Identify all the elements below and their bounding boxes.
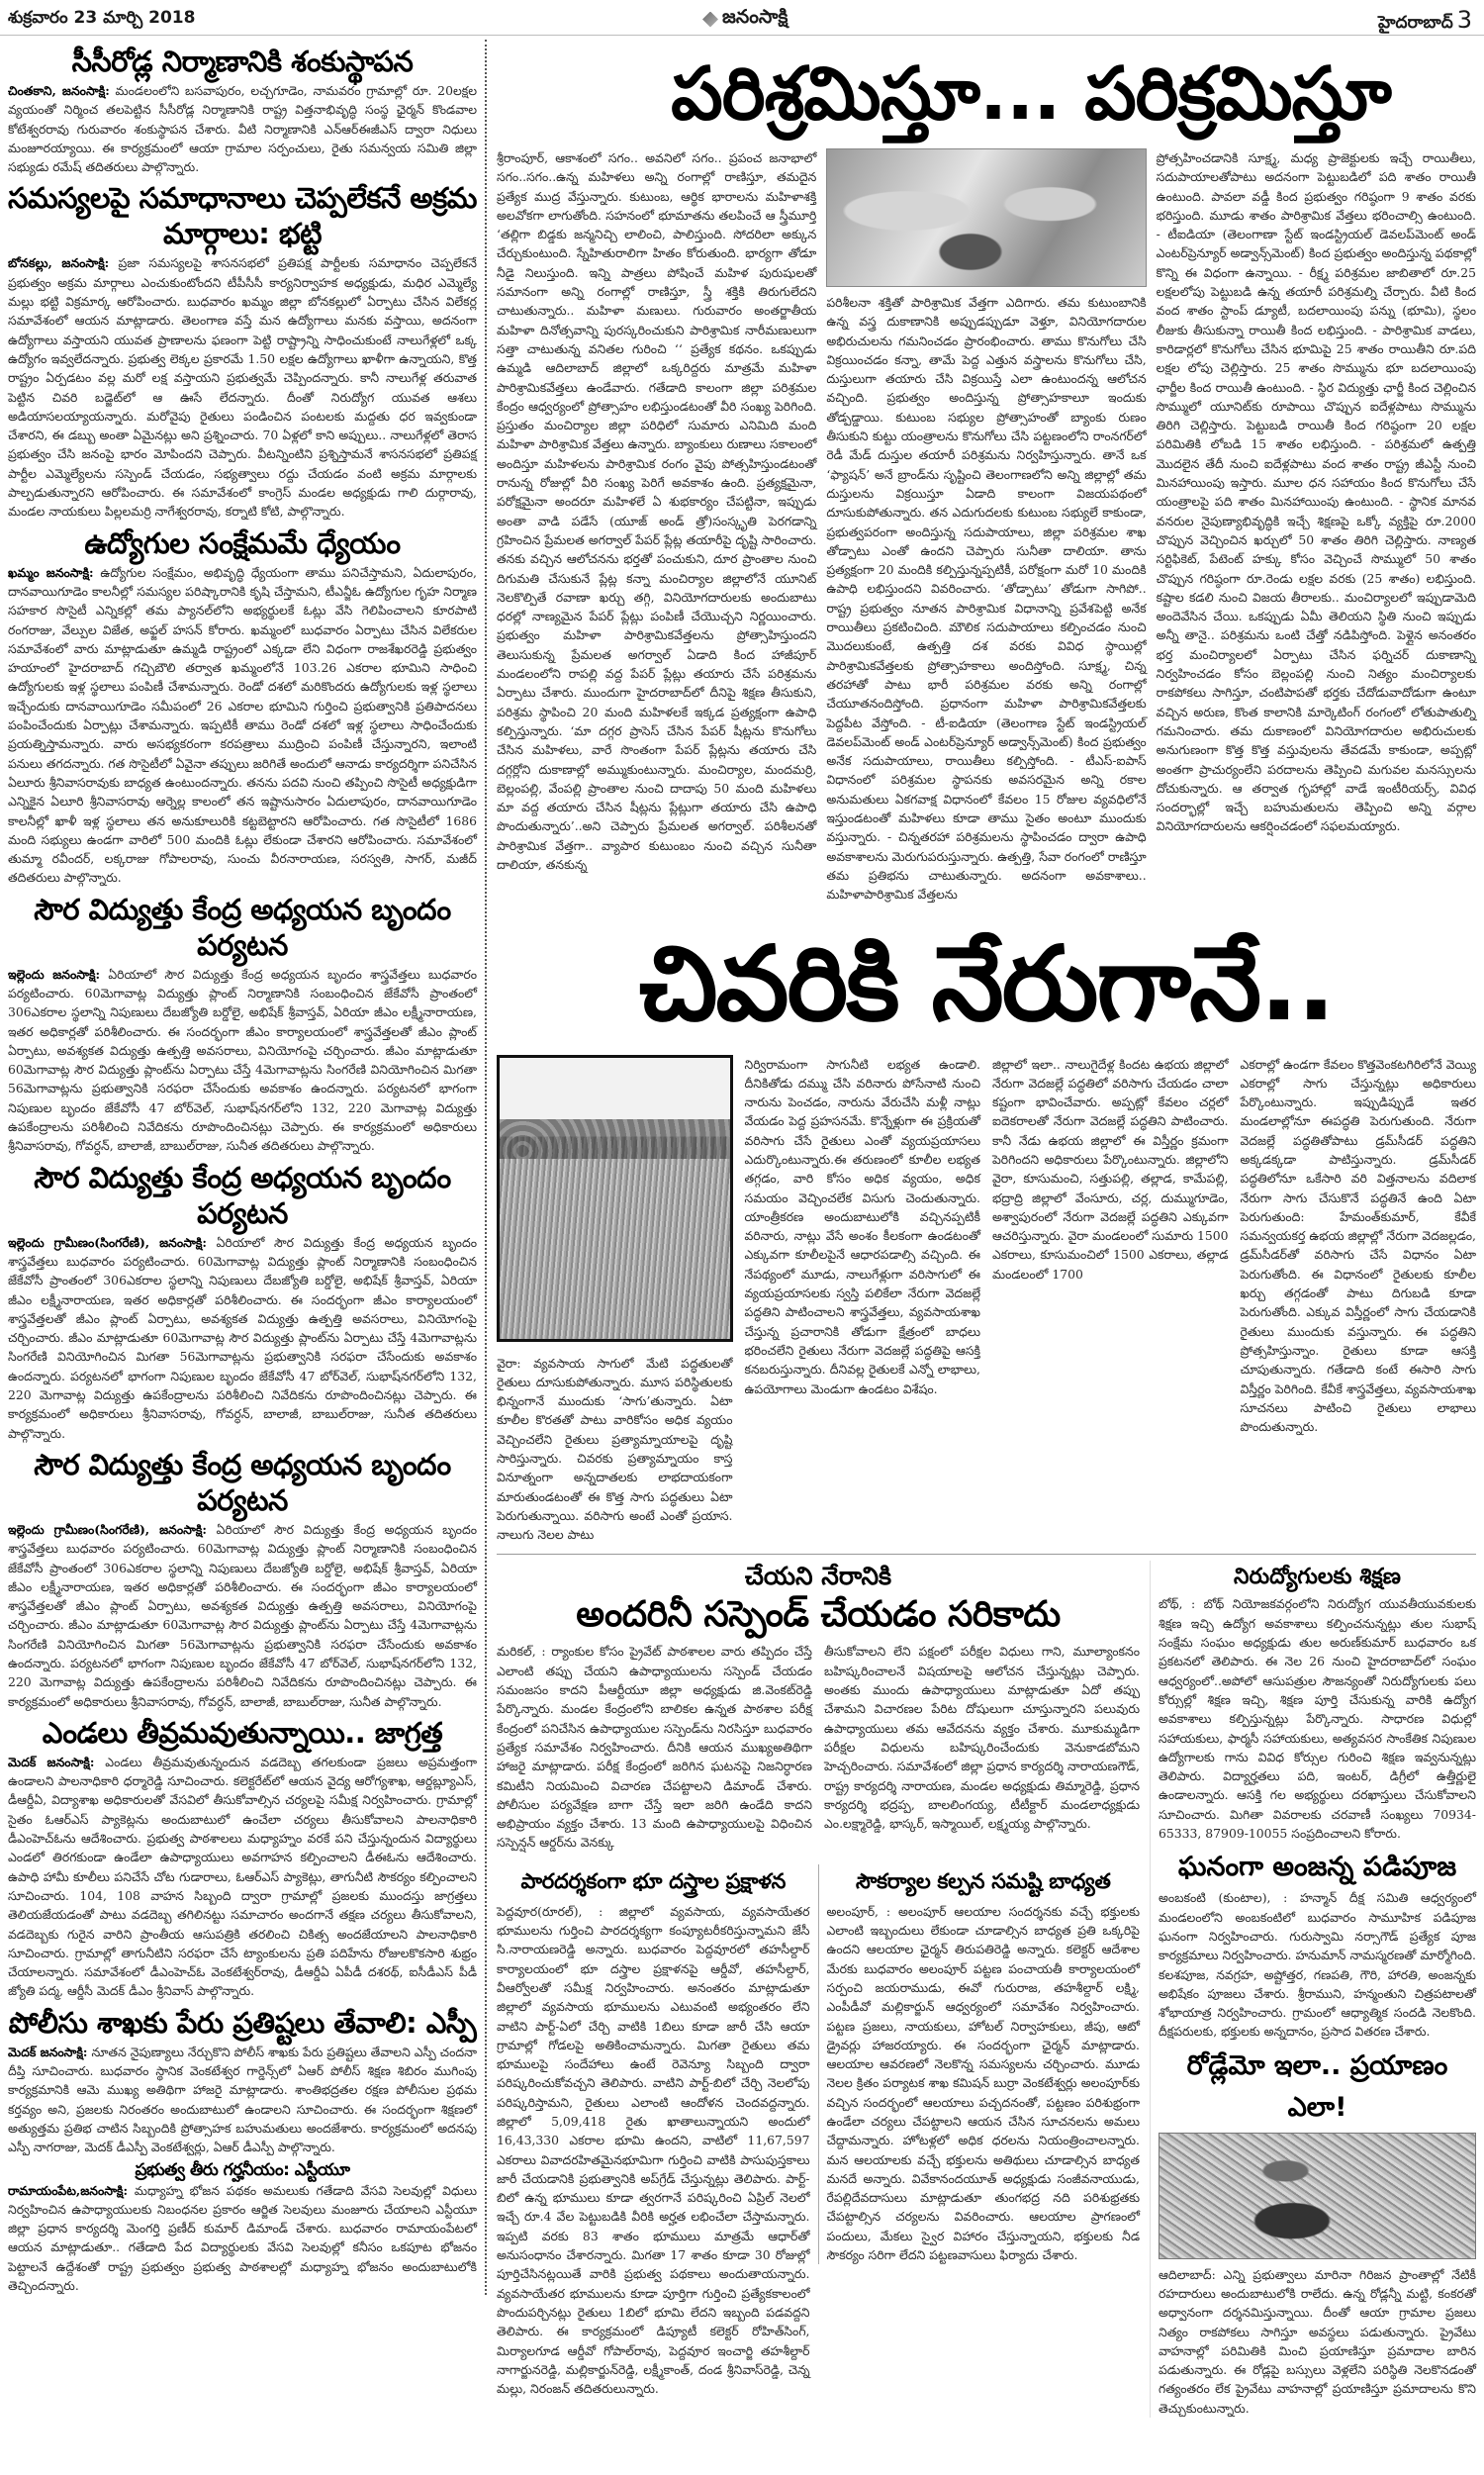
paddy-headline: చివరికి నేరుగానే.. <box>638 922 1335 1044</box>
dateline: రామాయంపేట,జనంసాక్షి: <box>8 2182 129 2198</box>
feature-column-2: పరిశీలనా శక్తితో పారిశ్రామిక వేత్తగా ఎదిగారు. తమ కుటుంబానికి ఉన్న వస్త్ర దుకాణానికి అప్పుడప్పుడూ వెళ్తూ, వినియోగదారుల అభిరుచులను గమనించడం ప్రారంభించారు. తాము కొనుగోలు చేసి విక్రయించడం కన్నా, తామే పెద్ద ఎత్తున వస్త్రాలను కొనుగోలు చేసి, దుస్తులుగా తయారు చేసి విక్రయిస్తే ఎలా ఉంటుందన్న ఆలోచన వచ్చింది. ప్రభుత్వం అందిస్తున్న ప్రోత్సాహకాలూ ఇందుకు తోడ్పడ్డాయి. కుటుంబ సభ్యుల ప్రోత్సాహంతో బ్యాంకు రుణం తీసుకుని కుట్టు యంత్రాలను కొనుగోలు చేసి పట్టణంలోని రాంనగర్‌లో రెడీ మేడ్ దుస్తుల తయారీ పరిశ్రమను నిర్వహిస్తున్నారు. తానే ఒక ‘ఫ్యాషన్’ అనే బ్రాండ్‌ను సృష్టించి తెలంగాణలోని అన్ని జిల్లాల్లో తమ దుస్తులను విక్రయిస్తూ ఏడాది కాలంగా విజయపథంలో దూసుకుపోతున్నారు. తన ఎదుగుదలకు కుటుంబ సభ్యులే కాకుండా, ప్రభుత్వపరంగా అందిస్తున్న సదుపాయాలు, జిల్లా పరిశ్రమల శాఖ తోడ్పాటు ఎంతో ఉందని చెప్పారు సునీతా దాలియా. తాను ప్రత్యక్షంగా 20 మందికి కల్పిస్తున్నప్పటికీ, పరోక్షంగా మరో 10 మందికి ఉపాధి లభిస్తుందని వివరించారు. ‘తోడ్పాటు’ తోడుగా సాగిపో.. రాష్ట్ర ప్రభుత్వం నూతన పారిశ్రామిక విధానాన్ని ప్రవేశపెట్టి అనేక రాయితీలు ప్రకటించింది. మౌలిక సదుపాయాలు కల్పించడం నుంచి మొదలుకుంటే, ఉత్పత్తి దశ వరకు వివిధ స్థాయిల్లో పారిశ్రామికవేత్తలకు ప్రోత్సాహకాలు అందిస్తోంది. సూక్ష్మ, చిన్న తరహాతో పాటు భారీ పరిశ్రమల వరకు అన్ని రంగాల్లో చేయూతనందిస్తోంది. ప్రధానంగా మహిళా పారిశ్రామికవేత్తలకు పెద్దపీట వేస్తోంది. - టీ-ఐడియా (తెలంగాణ స్టేట్ ఇండస్ట్రియల్ డెవలప్‌మెంట్ అండ్ ఎంటర్‌ప్రెన్యూర్ అడ్వాన్స్‌మెంట్) కింద ప్రభుత్వం అనేక సదుపాయాలు, రాయితీలు కల్పిస్తోంది. - టీఎస్-ఐపాస్ విధానంలో పరిశ్రమల స్థాపనకు అవసరమైన అన్ని రకాల అనుమతులు ఏకగవాక్ష విధానంలో కేవలం 15 రోజుల వ్యవధిలోనే ఇస్తుండటంతో మహిళలు కూడా తాము సైతం అంటూ ముందుకు వస్తున్నారు. - చిన్నతరహా పరిశ్రమలను స్థాపించడం ద్వారా ఉపాధి అవకాశాలను మెరుగుపరుస్తున్నారు. ఉత్పత్తి, సేవా రంగంలో రాణిస్తూ తమ ప్రతిభను చాటుతున్నారు. అదనంగా అవకాశాలు.. మహిళాపారిశ్రామిక వేత్తలను <box>826 295 1147 903</box>
story-subheadline: ప్రభుత్వ తీరు గర్హనీయం: ఎస్టీయూ <box>135 2159 350 2180</box>
news-story <box>8 1160 477 1443</box>
city-name: హైదరాబాద్ <box>1378 13 1453 33</box>
suspend-kicker: చేయని నేరానికి <box>744 1562 892 1591</box>
story-body <box>8 253 477 521</box>
facilities-story <box>818 1864 1141 2265</box>
tree-line <box>500 1119 730 1159</box>
page-body <box>0 36 1484 2418</box>
edition-city <box>1378 6 1472 37</box>
news-story <box>1159 1847 1476 2041</box>
lower-section <box>497 1554 1476 2418</box>
news-story <box>8 892 477 1156</box>
land-records-story <box>497 1864 818 2399</box>
story-text: ఏరియాలో సౌర విద్యుత్తు కేంద్ర అధ్యయన బృందం శాస్త్రవేత్తలు బుధవారం పర్యటించారు. 60మెగావాట్ల విద్యుత్తు ప్లాంట్ నిర్మాణానికి సంబంధించిన జేకేవోసీ ప్రాంతంలో 306ఎకరాల స్థలాన్ని నిపుణులు దేబజ్యోతి బర్డోలై, అభిషేక్ శ్రీవాస్తవ్, ఏరియా జీఎం లక్ష్మీనారాయణ, ఇతర అధికార్లతో పరిశీలించారు. ఈ సందర్భంగా జీఎం కార్యాలయంలో శాస్త్రవేత్తలతో జీఎం ప్లాంట్ ఏర్పాటు, అవశ్యకత విద్యుత్తు ఉత్పత్తి అవసరాలు, వినియోగంపై చర్చించారు. జీఎం మాట్లాడుతూ 60మెగావాట్ల సౌర విద్యుత్తు ప్లాంట్‌ను ఏర్పాటు చేస్తే 4మెగావాట్లను సింగరేణి వినియోగించిన మిగతా 56మెగావాట్లను ప్రభుత్వానికి సరఫరా చేసేందుకు అవకాశం ఉందన్నారు. పర్యటనలో భాగంగా నిపుణుల బృందం జేకేవోసీ 47 బోర్‌వెల్, సుభాష్‌నగర్‌లోని 132, 220 మెగావాట్ల విద్యుత్తు ఉపకేంద్రాలను పరిశీలించి నివేదికను రూపొందించినట్లు చెప్పారు. ఈ కార్యక్రమంలో అధికారులు శ్రీనివాసరావు, గోవర్ధన్, బాలాజీ, బాబుల్‌రాజు, సునీత పాల్గొన్నారు. <box>8 1521 477 1709</box>
page-number: 3 <box>1456 6 1472 34</box>
story-body <box>8 1520 477 1711</box>
story-body <box>8 2043 477 2157</box>
story-text: ఎండలు తీవ్రమవుతున్నందున వడదెబ్బ తగలకుండా ప్రజలు అప్రమత్తంగా ఉండాలని పాలనాధికారి ధర్మారెడ్డి సూచించారు. కలెక్టరేట్‌లో ఆయన వైద్య ఆరోగ్యశాఖ, ఆర్డబ్ల్యూఎస్, డీఆర్డీఏ, విద్యాశాఖ అధికారులతో వేసవిలో తీసుకోవాల్సిన చర్యలపై సమీక్ష నిర్వహించారు. గ్రామాల్లో సైతం ఓఆర్‌ఎస్ ప్యాకెట్లను అందుబాటులో ఉంచేలా చర్యలు తీసుకోవాలని పాలనాధికారి డీఎంహెచ్‌ఓను ఆదేశించారు. ప్రభుత్వ పాఠశాలలు మధ్యాహ్నం వరకే పని చేస్తున్నందున విద్యార్థులు ఎండలో తిరగకుండా ఉండేలా ఉపాధ్యాయులు అవగాహన కల్పించాలని డీఈఓను ఆదేశించారు. ఉపాధి హామీ కూలీలు పనిచేసే చోట గుడారాలు, ఓఆర్‌ఎస్ ప్యాకెట్లు, తాగునీటి సౌకర్యం కల్పించాలని సూచించారు. 104, 108 వాహన సిబ్బంది ద్వారా గ్రామాల్లో ప్రజలకు ముందస్తు జాగ్రత్తలు తెలియజేయడంతో పాటు వడదెబ్బ తగిలినట్టు సమాచారం అందగానే తక్షణ చర్యలు తీసుకోవాలని, వడదెబ్బకు గురైన వారిని ప్రాంతీయ ఆసుపత్రికి తరలించి చికిత్స అందజేయాలని పాలనాధికారి సూచించారు. గ్రామాల్లో తాగునీటిని సరఫరా చేసే ట్యాంకులను ప్రతి పదిహేను రోజులకొకసారి శుభ్రం చేయాలన్నారు. సమావేశంలో డీఎంహెచ్‌ఓ వెంకటేశ్వర్‌రావు, డీఆర్డీఏ ఏపీడీ దశరథ్, ఐసీడీఎస్ పీడీ జ్యోతి పద్మ, ఆర్డీసీ మెదక్ డీఎం శ్రీనివాస్ పాల్గొన్నారు. <box>8 1754 477 1999</box>
story-text: ఏరియాలో సౌర విద్యుత్తు కేంద్ర అధ్యయన బృందం శాస్త్రవేత్తలు బుధవారం పర్యటించారు. 60మెగావాట్ల విద్యుత్తు ప్లాంట్ నిర్మాణానికి సంబంధించిన జేకేవోసీ ప్రాంతంలో 306ఎకరాల స్థలాన్ని నిపుణులు దేబజ్యోతి బర్డోలై, అభిషేక్ శ్రీవాస్తవ్, ఏరియా జీఎం లక్ష్మీనారాయణ, ఇతర అధికార్లతో పరిశీలించారు. ఈ సందర్భంగా జీఎం కార్యాలయంలో శాస్త్రవేత్తలతో జీఎం ప్లాంట్ ఏర్పాటు, అవశ్యకత విద్యుత్తు ఉత్పత్తి అవసరాలు, వినియోగంపై చర్చించారు. జీఎం మాట్లాడుతూ 60మెగావాట్ల సౌర విద్యుత్తు ప్లాంట్‌ను ఏర్పాటు చేస్తే 4మెగావాట్లను సింగరేణి వినియోగించిన మిగతా 56మెగావాట్లను ప్రభుత్వానికి సరఫరా చేసేందుకు అవకాశం ఉందన్నారు. పర్యటనలో భాగంగా నిపుణుల బృందం జేకేవోసీ 47 బోర్‌వెల్, సుభాష్‌నగర్‌లోని 132, 220 మెగావాట్ల విద్యుత్తు ఉపకేంద్రాలను పరిశీలించి నివేదికను రూపొందించినట్లు చెప్పారు. ఈ కార్యక్రమంలో అధికారులు శ్రీనివాసరావు, గోవర్ధన్, బాలాజీ, బాబుల్‌రాజు, సునీత తదితరులు పాల్గొన్నారు. <box>8 1234 477 1441</box>
masthead <box>0 0 1484 36</box>
dateline: ఖమ్మం జనంసాక్షి: <box>8 564 94 580</box>
story-text: ఉద్యోగుల సంక్షేమం, అభివృద్ధి ధ్యేయంగా తాము పనిచేస్తామని, ఏదులాపురం, దానవాయిగూడెం కాలనీల్లో సమస్యల పరిష్కారానికి కృషి చేస్తామని, టీఎన్జీఓ ఉద్యోగుల గృహ నిర్మాణ సహకార సొసైటీ ఎన్నికల్లో తమ ప్యానల్‌లోని అభ్యర్థులకే ఓట్లు వేసి గెలిపించాలని కూరపాటి రంగరాజు, వేల్పుల విజేత, అఫ్జల్ హసన్ కోరారు. ఖమ్మంలో బుధవారం ఏర్పాటు చేసిన విలేకరుల సమావేశంలో వారు మాట్లాడుతూ ఉమ్మడి రాష్ట్రంలో ఎక్కడా లేని విధంగా రాజశేఖరరెడ్డి ప్రభుత్వం హయాంలో హైదరాబాద్ గచ్చిబౌలి తర్వాత ఖమ్మంలోనే 103.26 ఎకరాల భూమిని సాధించి ఉద్యోగులకు ఇళ్ల స్థలాలు పంపిణీ చేశామన్నారు. రెండో దశలో మరికొందరు ఉద్యోగులకు ఇళ్ల స్థలాలు ఇచ్చేందుకు దానవాయిగూడెం సమీపంలో 26 ఎకరాల భూమిని గుర్తించి ప్రభుత్వానికి ప్రతిపాదనలు పంపించేందుకు ఏర్పాట్లు చేశామన్నారు. ఇప్పటికీ తాము రెండో దశలో ఇళ్ల స్థలాలు సాధించేందుకు ప్రయత్నిస్తామన్నారు. వారు అసభ్యకరంగా కరపత్రాలు ముద్రించి పంపిణీ చేస్తున్నారని, ఇలాంటి పనులు తగదన్నారు. గత సొసైటీలో ఏవైనా తప్పులు జరిగితే అందులో ఆనాడు కార్యదర్శిగా పనిచేసిన ఏలూరు శ్రీనివాసరావుకు బాధ్యత ఉంటుందన్నారు. తనను పదవి నుంచి తప్పించి సొసైటీ అధ్యక్షుడిగా ఎన్నికైన ఏలూరి శ్రీనివాసరావు ఆర్నెల్ల కాలంలో తన ఇష్టానుసారం ఏదులాపురం, దానవాయిగూడెం కాలనీల్లో ఖాళీ ఇళ్ల స్థలాలు తన అనుకూలురికి కట్టబెట్టారని ఆరోపించారు. గత సొసైటీలో 1686 మంది సభ్యులు ఉండగా వారిలో 500 మందికి ఓట్లు లేకుండా చేశారని ఆరోపించారు. సమావేశంలో తుమ్మా రవీందర్, లక్కరాజు గోపాలరావు, సుంచు వీరనారాయణ, సరస్వతి, సాగర్, మజీద్ తదితరులు పాల్గొన్నారు. <box>8 564 477 886</box>
newspaper-logo <box>702 6 788 33</box>
dateline: చింతకాని, జనంసాక్షి: <box>8 83 110 98</box>
bottom-stories <box>497 1864 1140 2399</box>
story-headline: ఘనంగా అంజన్న పడిపూజ <box>1177 1852 1457 1883</box>
story-body: ఆదిలాబాద్: ఎన్ని ప్రభుత్వాలు మారినా గిరిజన ప్రాంతాల్లో నేటికీ రహదారులు అందుబాటులోకి రాలేదు. ఉన్న రోడ్లన్నీ మట్టి, కంకరతో అధ్వానంగా దర్శనమిస్తున్నాయి. దీంతో ఆయా గ్రామాల ప్రజలు నిత్యం రాకపోకలు సాగిస్తూ అవస్థలు పడుతున్నారు. ప్రైవేటు వాహనాల్లో పరిమితికి మించి ప్రయాణిస్తూ ప్రమాదాల బారిన పడుతున్నారు. ఈ రోడ్లపై బస్సులు వెళ్లలేని పరిస్థితి నెలకొనడంతో గత్యంతరం లేక ప్రైవేటు వాహనాల్లో ప్రయాణిస్తూ ప్రమాదాలను కొని తెచ్చుకుంటున్నారు. <box>1159 2266 1476 2416</box>
suspend-headline-block <box>497 1561 1140 1638</box>
facilities-body: అలంపూర్, : అలంపూర్ ఆలయాల సందర్శనకు వచ్చే భక్తులకు ఎలాంటి ఇబ్బందులు లేకుండా చూడాల్సిన బాధ్యత ప్రతి ఒక్కరిపై ఉందని ఆలయాల ఛైర్మన్ తిరుపతిరెడ్డి అన్నారు. కలెక్టర్ ఆదేశాల మేరకు బుధవారం అలంపూర్ పట్టణ పంచాయతీ కార్యాలయంలో సర్పంచి జయరాముడు, ఈవో గురురాజ, తహశీల్దార్ లక్ష్మి, ఎంపీడీవో మల్లికార్జున్ ఆధ్వర్యంలో సమావేశం నిర్వహించారు. పట్టణ ప్రజలు, నాయకులు, హోటల్ నిర్వాహకులు, జీపు, ఆటో డ్రైవర్లు హాజరయ్యారు. ఈ సందర్భంగా ఛైర్మన్ మాట్లాడారు. ఆలయాల ఆవరణలో నెలకొన్న సమస్యలను చర్చించారు. మూడు నెలల క్రితం పర్యాటక శాఖ కమిషన్ బుర్రా వెంకటేశ్వర్లు అలంపూర్‌కు వచ్చిన సందర్భంలో ఆలయాలు పచ్చదనంతో, పట్టణం పరిశుభ్రంగా ఉండేలా చర్యలు చేపట్టాలని ఆయన చేసిన సూచనలను అమలు చేద్దామన్నారు. హోటళ్లలో అధిక ధరలను నియంత్రించాలన్నారు. మన ఆలయాలకు వచ్చే భక్తులను అతిథులు చూడాల్సిన బాధ్యత మనదే అన్నారు. వివేకానందయూత్ అధ్యక్షుడు సంజీవనాయుడు, రేపల్లిదేవదాసులు మాట్లాడుతూ తుంగభద్ర నది పరిశుభ్రతకు చేపట్టాల్సిన చర్యలను వివరించారు. ఆలయాల ప్రాగణంలో పందులు, మేకలు స్వైర విహారం చేస్తున్నాయని, భక్తులకు నీడ సౌకర్యం సరిగా లేదని పట్టణవాసులు ఫిర్యాదు చేశారు. <box>826 1903 1140 2263</box>
feature-column-2-wrap <box>826 148 1146 904</box>
suspend-column-1: మరికల్, : ర్యాంకుల కోసం ప్రైవేట్ పాఠశాలల వారు తప్పిదం చేస్తే ఎలాంటి తప్పు చేయని ఉపాధ్యాయులను సస్పెండ్ చేయడం సమంజసం కాదని పీఆర్టీయూ జిల్లా అధ్యక్షుడు జి.వెంకట్‌రెడ్డి పేర్కొన్నారు. మండల కేంద్రంలోని బాలికల ఉన్నత పాఠశాల పరీక్ష కేంద్రంలో పనిచేసిన ఉపాధ్యాయుల సస్పెండ్‌ను నిరసిస్తూ బుధవారం ప్రత్యేక సమావేశం నిర్వహించారు. దీనికి ఆయన ముఖ్యఅతిథిగా హాజరై మాట్లాడారు. పరీక్ష కేంద్రంలో జరిగిన ఘటనపై నిజనిర్ధారణ కమిటీని నియమించి విచారణ చేపట్టాలని డిమాండ్ చేశారు. పోలీసుల పర్యవేక్షణ బాగా చేస్తే ఇలా జరిగి ఉండేది కాదని అభిప్రాయం వ్యక్తం చేశారు. 13 మంది ఉపాధ్యాయులపై విధించిన సస్పెన్షన్ ఆర్డర్‌ను వెనక్కు <box>497 1644 812 1851</box>
news-story <box>8 44 477 176</box>
story-headline: రోడ్లేమో ఇలా.. ప్రయాణం ఎలా! <box>1186 2049 1448 2123</box>
story-text: నూతన నైపుణ్యాలు నేర్చుకొని పోలీస్ శాఖకు పేరు ప్రతిష్టలు తేవాలని ఎస్పీ చందనా దీప్తి సూచించారు. బుధవారం స్థానిక వెంకటేశ్వర గార్డెన్స్‌లో ఏఆర్ పోలీస్ శిక్షణ శిబిరం ముగింపు కార్యక్రమానికి ఆమె ముఖ్య అతిథిగా హాజరై మాట్లాడారు. శాంతిభద్రతల రక్షణ పోలీసుల ప్రథమ కర్తవ్యం అని, ప్రజలకు నిరంతరం అందుబాటులో ఉండాలని సూచించారు. ఈ సందర్భంగా శిక్షణలో అత్యుత్తమ ప్రతిభ చాటిన సిబ్బందికి ప్రోత్సాహక బహుమతులు అందజేశారు. కార్యక్రమంలో అదనపు ఎస్పీ నాగరాజు, మెదక్ డీఎస్పీ వెంకటేశ్వర్లు, ఏఆర్ డీఎస్పీ పాల్గొన్నారు. <box>8 2044 477 2155</box>
land-headline: పారదర్శకంగా భూ దస్త్రాల ప్రక్షాళన <box>520 1868 787 1893</box>
land-body: పెద్దవూర(రూరల్), : జిల్లాలో వ్యవసాయ, వ్యవసాయేతర భూములను గుర్తించి పారదర్శక్యగా కంప్యూటరీకరిస్తున్నామని జేసీ సి.నారాయణరెడ్డి అన్నారు. బుధవారం పెద్దవూరలో తహసీల్దార్ కార్యాలయంలో భూ దస్త్రాల ప్రక్షాళనపై ఆర్డీవో, తహసీల్దార్, వీఆర్వోలతో సమీక్ష నిర్వహించారు. అనంతరం మాట్లాడుతూ జిల్లాలో వ్యవసాయ భూములను ఎటువంటి అభ్యంతరం లేని వాటిని పార్ట్-ఏలో చేర్చి వాటికి 1బిలు కూడా జారీ చేసి ఆయా గ్రామాల్లో గోడలపై అతికించామన్నారు. మిగతా రైతులు తమ భూములపై సందేహాలు ఉంటే రెవెన్యూ సిబ్బంది ద్వారా పరిష్కరించుకోవచ్చని తెలిపారు. వాటిని పార్ట్-బిలో చేర్చి నెలలోపు పరిష్కరిస్తామని, రైతులు ఎలాంటి ఆందోళన చెందవద్దన్నారు. జిల్లాలో 5,09,418 రైతు ఖాతాలున్నాయని అందులో 16,43,330 ఎకరాల భూమి ఉందని, వాటిలో 11,67,597 ఎకరాలు వివాదరహితమైనభూమిగా గుర్తించి వాటికి పాసుపుస్తకాలు జారీ చేయడానికి ప్రభుత్వానికి అప్‌గ్రేడ్ చేస్తున్నట్లు తెలిపారు. పార్ట్-బిలో ఉన్న భూములు కూడా త్వరగానే పరిష్కరించి ఏప్రిల్ నెలలో ఇచ్చే రూ.4 వేల పెట్టుబడికి వీరికి అర్హత లభించేలా చేస్తామన్నారు. ఇప్పటి వరకు 83 శాతం భూములు మాత్రమే ఆధార్‌తో అనుసంధానం చేశారన్నారు. మిగతా 17 శాతం కూడా 30 రోజుల్లో పూర్తిచేసినట్లయితే వారికి ప్రభుత్వ పథకాలు అందుతాయన్నారు. వ్యవసాయేతర భూములను కూడా పూర్తిగా గుర్తించి ప్రత్యేకకాలంలో పొందుపర్చినట్లు రైతులు 1బిలో భూమి లేదని ఇబ్బంది పడవద్దని తెలిపారు. ఈ కార్యక్రమంలో డిప్యూటీ కలెక్టర్ రోహిత్‌సింగ్, మిర్యాలగూడ ఆర్డీవో గోపాల్‌రావు, పెద్దవూర ఇంచార్జి తహశీల్దార్ నాగార్జునరెడ్డి, మల్లికార్జున్‌రెడ్డి, లక్ష్మీకాంత్, దండ శ్రీనివాస్‌రెడ్డి, చెన్న మల్లు, నిరంజన్ తదితరులున్నారు. <box>497 1903 810 2397</box>
story-body <box>8 563 477 888</box>
feature-story <box>497 148 1476 904</box>
story-headline: సౌర విద్యుత్తు కేంద్ర అధ్యయన బృందం పర్యటన <box>34 1160 451 1230</box>
dateline: మెదక్ జనంసాక్షి: <box>8 2044 88 2059</box>
news-story <box>8 525 477 888</box>
story-text: ఏరియాలో సౌర విద్యుత్తు కేంద్ర అధ్యయన బృందం శాస్త్రవేత్తలు బుధవారం పర్యటించారు. 60మెగావాట్ల విద్యుత్తు ప్లాంట్ నిర్మాణానికి సంబంధించిన జేకేవోసీ ప్రాంతంలో 306ఎకరాల స్థలాన్ని నిపుణులు దేబజ్యోతి బర్డోలై, అభిషేక్ శ్రీవాస్తవ్, ఏరియా జీఎం లక్ష్మీనారాయణ, ఇతర అధికార్లతో పరిశీలించారు. ఈ సందర్భంగా జీఎం కార్యాలయంలో శాస్త్రవేత్తలతో జీఎం ప్లాంట్ ఏర్పాటు, అవశ్యకత విద్యుత్తు ఉత్పత్తి అవసరాలు, వినియోగంపై చర్చించారు. జీఎం మాట్లాడుతూ 60మెగావాట్ల సౌర విద్యుత్తు ప్లాంట్‌ను ఏర్పాటు చేస్తే 4మెగావాట్లను సింగరేణి వినియోగించిన మిగతా 56మెగావాట్లను ప్రభుత్వానికి సరఫరా చేసేందుకు అవకాశం ఉందన్నారు. పర్యటనలో భాగంగా నిపుణుల బృందం జేకేవోసీ 47 బోర్‌వెల్, సుభాష్‌నగర్‌లోని 132, 220 మెగావాట్ల విద్యుత్తు ఉపకేంద్రాలను పరిశీలించి నివేదికను రూపొందించినట్లు చెప్పారు. ఈ కార్యక్రమంలో అధికారులు శ్రీనివాసరావు, గోవర్ధన్, బాలాజీ, బాబుల్‌రాజు, సునీత తదితరులు పాల్గొన్నారు. <box>8 966 477 1154</box>
story-body: అంబకంటి (కుంటాల), : హన్మాన్ దీక్ష సమితి ఆధ్వర్యంలో మండలంలోని అంబకంటిలో బుధవారం సామూహిక పడిపూజ ఘనంగా నిర్వహించారు. గురుస్వామి నర్సాగౌడ్ ప్రత్యేక పూజ కార్యక్రమాలు నిర్వహించారు. హనుమాన్ నామస్మరణతో మార్మోగింది. కలశపూజ, నవగ్రహ, అష్టోత్తర, గణపతి, గౌరి, హారతి, అంజన్నకు అభిషేకం పూజలు చేశారు. శ్రీరాముని, హన్మంతుని చిత్రపటాలతో శోభాయాత్ర నిర్వహించారు. గ్రామంలో ఆధ్యాత్మిక సందడి నెలకొంది. దీక్షపరులకు, భక్తులకు అన్నదానం, ప్రసాద వితరణ చేశారు. <box>1159 1890 1476 2040</box>
right-column <box>1150 1561 1476 2418</box>
suspend-story <box>497 1642 1140 1852</box>
story-headline: పోలీసు శాఖకు పేరు ప్రతిష్టలు తేవాలి: ఎస్పీ <box>8 2005 477 2040</box>
story-headline: సీసీరోడ్ల నిర్మాణానికి శంకుస్థాపన <box>71 45 414 78</box>
paddy-story <box>497 1055 1476 1545</box>
news-story <box>8 1715 477 2001</box>
story-body: బోథ్, : బోథ్ నియోజకవర్గంలోని నిరుద్యోగ యువతీయువకులకు శిక్షణ ఇచ్చి ఉద్యోగ అవకాశాలు కల్పించనున్నట్లు తుల సుభాష్ సంక్షేమ సంఘం అధ్యక్షుడు తుల అరుణ్‌కుమార్ బుధవారం ఒక ప్రకటనలో తెలిపారు. ఈ నెల 26 నుంచి హైదరాబాద్‌లో సంఘం ఆధ్వర్యంలో..అపోలో ఆసుపత్రుల సౌజన్యంతో నిరుద్యోగులకు పలు కోర్సుల్లో శిక్షణ ఇచ్చి, శిక్షణ పూర్తి చేసుకున్న వారికి ఉద్యోగ అవకాశాలు కల్పిస్తున్నట్లు పేర్కొన్నారు. సాధారణ విధుల్లో సహాయకులు, ఫార్మసీ సహాయకులు, అత్యవసర సాంకేతిక నిపుణుల ఉద్యోగాలకు గాను వివిధ కోర్సుల గురించి శిక్షణ ఇవ్వనున్నట్లు తెలిపారు. విద్యార్హతలు పది, ఇంటర్, డిగ్రీలో ఉత్తీర్ణులై ఉండాలన్నారు. ఆసక్తి గల అభ్యర్థులు దరఖాస్తులు చేసుకోవాలని సూచించారు. మిగితా వివరాలకు చరవాణీ సంఖ్యలు 70934-65333, 87909-10055 సంప్రదించాలని కోరారు. <box>1159 1596 1476 1842</box>
issue-date: శుక్రవారం 23 మార్చి 2018 <box>8 8 196 28</box>
women-tailoring-photo <box>826 148 1146 287</box>
suspend-headline: అందరినీ సస్పెండ్ చేయడం సరికాదు <box>576 1594 1061 1636</box>
logo-mark-icon <box>702 12 718 28</box>
news-story <box>8 2005 477 2157</box>
motorbike-road-photo <box>1159 2133 1476 2259</box>
dateline: మెదక్ జనంసాక్షి: <box>8 1754 95 1769</box>
paddy-field-photo <box>497 1055 733 1342</box>
paddy-intro: వైరా: వ్యవసాయ సాగులో మేటి పద్ధతులతో రైతులు దూసుకుపోతున్నారు. మూస పరిస్థితులకు భిన్నంగానే ముందుకు ‘సాగు’తున్నారు. ఏటా కూలీల కొరతతో పాటు వారికోసం అధిక వ్యయం వెచ్చించలేని రైతులు ప్రత్యామ్నాయాలపై దృష్టి సారిస్తున్నారు. చివరకు ప్రత్యామ్నాయం కాస్త వినూత్నంగా అన్నదాతలకు లాభదాయకంగా మారుతుండటంతో ఈ కొత్త సాగు పద్ధతులు ఏటా పెరుగుతున్నాయి. వరిసాగు అంటే ఎంతో ప్రయాస. నాలుగు నెలల పాటు <box>497 1355 733 1543</box>
news-story <box>8 2159 477 2296</box>
dateline: బోనకల్లు, జనంసాక్షి: <box>8 255 110 271</box>
paddy-column-2: నిర్విరామంగా సాగునీటి లభ్యత ఉండాలి. దీనికితోడు దమ్ము చేసి వరినారు పోసేనాటి నుంచి నారును పెంచడం, నారును వేరుచేసి మళ్లీ నాట్లు వేయడం పెద్ద ప్రహసనమే. కొన్నేళ్లుగా ఈ ప్రక్రియతో వరిసాగు చేసే రైతులు ఎంతో వ్యయప్రయాసలు ఎదుర్కొంటున్నారు.ఈ తరుణంలో కూలీల లభ్యత తగ్గడం, వారి కోసం అధిక వ్యయం, అధిక సమయం వెచ్చించలేక విసుగు చెందుతున్నారు. యాంత్రీకరణ అందుబాటులోకి వచ్చినప్పటికీ వరినారు, నాట్లు వేసే అంశం కీలకంగా ఉండటంతో ఎక్కువగా కూలీలపైనే ఆధారపడాల్సి వచ్చింది. ఈ నేపథ్యంలో మూడు, నాలుగేళ్లుగా వరిసాగులో ఈ వ్యయప్రయాసలకు స్వస్తి పలికేలా నేరుగా వెదజల్లే పద్ధతిని పాటించాలని శాస్త్రవేత్తలు, వ్యవసాయశాఖ చేస్తున్న ప్రచారానికి తోడుగా క్షేత్రంలో బాధలు భరించలేని రైతులు నేరుగా వెదజల్లే పద్ధతిపై ఆసక్తి కనబరుస్తున్నారు. దీనివల్ల రైతులకే ఎన్నో లాభాలు, ఉపయోగాలు మెండుగా ఉండటం విశేషం. <box>744 1056 980 1396</box>
dateline: ఇల్లెందు గ్రామీణం(సింగరేణి), జనంసాక్షి: <box>8 1521 207 1537</box>
feature-column-1: శ్రీరాంపూర్, ఆకాశంలో సగం.. అవనిలో సగం.. ప్రపంచ జనాభాలో సగం..సగం..ఉన్న మహిళలు అన్ని రంగాల్లో రాణిస్తూ, తమదైన ప్రత్యేక ముద్ర వేస్తున్నారు. కుటుంబ, ఆర్థిక భారాలను మహిళాశక్తి అలవోకగా లాగుతోంది. సహనంలో భూమాతను తలపించే ఆ స్త్రీమూర్తి ‘తల్లిగా బిడ్డకు జన్మనిచ్చి లాలించి, పాలిస్తుంది. సోదరిలా అక్కున చేర్చుకుంటుంది. స్నేహితురాలిగా హితం కోరుతుంది. భార్యగా తోడూ నీడై నిలుస్తుంది. ఇన్ని పాత్రలు పోషించే మహిళ పురుషులతో సమానంగా అన్ని రంగాల్లో రాణిస్తూ, స్త్రీ శక్తికి తిరుగులేదని చాటుతున్నారు.. మహిళా మణులు. గురువారం అంతర్జాతీయ మహిళా దినోత్సవాన్ని పురస్కరించుకుని పారిశ్రామిక నారీమణులుగా సత్తా చాటుతున్న వనితల గురించి ‘‘ ప్రత్యేక కథనం. ఒకప్పుడు ఉమ్మడి ఆదిలాబాద్ జిల్లాలో ఒక్కరిద్దరు మాత్రమే మహిళా పారిశ్రామికవేత్తలు ఉండేవారు. గతేడాది కాలంగా జిల్లా పరిశ్రమల కేంద్రం ఆధ్వర్యంలో ప్రోత్సాహం లభిస్తుండటంతో వీరి సంఖ్య పెరిగింది. ప్రస్తుతం మంచిర్యాల జిల్లా పరిధిలో సుమారు ఎనిమిది మంది మహిళా పారిశ్రామిక వేత్తలు ఉన్నారు. బ్యాంకులు రుణాలు సకాలంలో అందిస్తూ మహిళలను పారిశ్రామిక రంగం వైపు పోత్సహిస్తుండటంతో రానున్న రోజుల్లో వీరి సంఖ్య పెరిగే అవకాశం ఉంది. ప్రత్యక్షమైనా, పరోక్షమైనా అందరూ మహిళలే ఏ శుభకార్యం చేపట్టినా, ఇప్పుడు అంతా వాడి పడేసే (యూజ్ అండ్ త్రో)సంస్కృతి పెరగడాన్ని గ్రహించిన ప్రేమలత అగర్వాల్ పేపర్ ప్లేట్ల తయారీపై దృష్టి సారించారు. తనకు వచ్చిన ఆలోచనను భర్తతో పంచుకుని, దూర ప్రాంతాల నుంచి దిగుమతి చేసుకునే ప్లేట్ల కన్నా మంచిర్యాల జిల్లాలోనే యూనిట్ నెలకొల్పితే రవాణా ఖర్చు తగ్గి, వినియోగదారులకు అందుబాటు ధరల్లో నాణ్యమైన పేపర్ ప్లేట్లు పంపిణీ చేయొచ్చని నిర్ణయించారు. ప్రభుత్వం మహిళా పారిశ్రామికవేత్తలను ప్రోత్సాహిస్తుందని తెలుసుకున్న ప్రేమలత అగర్వాల్ ఏడాది కింద హాజీపూర్ మండలంలోని రాపల్లి వద్ద పేపర్ ప్లేట్లు తయారు చేసే పరిశ్రమను ఏర్పాటు చేశారు. ముందుగా హైదరాబాద్‌లో దీనిపై శిక్షణ తీసుకుని, పరిశ్రమ స్థాపించి 20 మంది మహిళలకే ఇక్కడ ప్రత్యక్షంగా ఉపాధి కల్పిస్తున్నారు. ‘మా దగ్గర ప్రాసెస్ చేసిన పేపర్ షీట్లను కొనుగోలు చేసిన మహిళలు, వారే సొంతంగా పేపర్ ప్లేట్లను తయారు చేసి దగ్గర్లోని దుకాణాల్లో అమ్ముకుంటున్నారు. మంచిర్యాల, మందమర్రి, బెల్లంపల్లి, వేంపల్లి ప్రాంతాల నుంచి దాదాపు 50 మంది మహిళలు మా వద్ద తయారు చేసిన షీట్లను ప్లేట్లుగా తయారు చేసి ఉపాధి పొందుతున్నారు’..అని చెప్పారు ప్రేమలత అగర్వాల్. పరిశీలనతో పారిశ్రామిక వేత్తగా.. వ్యాపార కుటుంబం నుంచి వచ్చిన సునీతా దాలియా, తనకున్న <box>497 150 817 872</box>
lower-main <box>497 1561 1140 2398</box>
news-story <box>8 1447 477 1711</box>
story-headline: నిరుద్యోగులకు శిక్షణ <box>1234 1565 1401 1590</box>
story-text: మధ్యాహ్న భోజన పథకం అమలుకు గతేడాది వేసవి సెలవుల్లో విధులు నిర్వహించిన ఉపాధ్యాయులకు నిబంధనల ప్రకారం ఆర్జిత సెలవులు మంజూరు చేయాలని ఎస్టీయూ జిల్లా ప్రధాన కార్యదర్శి మెంగర్తి ప్రణీద్ కుమార్ డిమాండ్ చేశారు. బుధవారం రామాయంపేటలో ఆయన మాట్లాడుతూ.. గతేడాది పేద విద్యార్థులకు వేసవి సెలవుల్లో కనీసం ఒకపూట భోజనం పెట్టాలనే ఉద్దేశంతో రాష్ట్ర ప్రభుత్వం ప్రభుత్వ పాఠశాలల్లో మధ్యాహ్న భోజనం అందుబాటులోకి తెచ్చిందన్నారు. <box>8 2182 477 2294</box>
story-text: మండలంలోని బసవాపురం, లచ్చగూడెం, నామవరం గ్రామాల్లో రూ. 20లక్షల వ్యయంతో నిర్మించ తలపెట్టిన సీసీరోడ్ల నిర్మాణానికి రాష్ట్ర విత్తనాభివృద్ధి సంస్థ ఛైర్మన్ కొండవాల కోటేశ్వరరావు గురువారం శంకుస్థాపన చేశారు. వీటి నిర్మాణానికి ఎన్‌ఆర్‌ఈజీఎస్ ద్వారా నిధులు మంజూరయ్యాయి. ఈ కార్యక్రమంలో ఆయా గ్రామాల సర్పంచులు, రైతు సమన్వయ సమితి జిల్లా సభ్యుడు రమేష్ తదితరులు పాల్గొన్నారు. <box>8 83 477 175</box>
story-headline: ఉద్యోగుల సంక్షేమమే ధ్యేయం <box>84 525 401 560</box>
story-body <box>8 965 477 1156</box>
paddy-column-3: జిల్లాలో ఇలా.. నాలుగైదేళ్ల కిందట ఉభయ జిల్లాలో నేరుగా వెదజల్లే పద్ధతిలో వరిసాగు చేయడం చాలా కష్టంగా భావించేవారు. అప్పట్లో కేవలం చర్లలో ఐదెకరాలతో నేరుగా వెదజల్లే పద్ధతిని పాటించారు. కానీ నేడు ఉభయ జిల్లాలో ఈ విస్తీర్ణం క్రమంగా పెరిగిందని అధికారులు పేర్కొంటున్నారు. జిల్లాలోని వైరా, కూసుమంచి, సత్తుపల్లి, తల్లాడ, కామేపల్లి, భద్రాద్రి జిల్లాలో వేంసూరు, చర్ల, దుమ్ముగూడెం, అశ్వాపురంలో నేరుగా వెదజల్లే పద్ధతిని ఎక్కువగా ఆచరిస్తున్నారు. వైరా మండలంలో సుమారు 1500 ఎకరాలు, కూసుమంచిలో 1500 ఎకరాలు, తల్లాడ మండలంలో 1700 <box>992 1056 1229 1282</box>
story-headline: సమస్యలపై సమాధానాలు చెప్పలేకనే అక్రమ మార్గాలు: భట్టి <box>8 181 477 251</box>
feature-column-3: ప్రోత్సహించడానికి సూక్ష్మ, మధ్య ప్రాజెక్టులకు ఇచ్చే రాయితీలు, సదుపాయాలతోపాటు అదనంగా పెట్టుబడిలో పది శాతం రాయితీ ఉంటుంది. పావలా వడ్డీ కింద ప్రభుత్వం గరిష్ఠంగా 9 శాతం వరకు భరిస్తుంది. మూడు శాతం పారిశ్రామిక వేత్తలు భరించాల్సి ఉంటుంది. - టీఐడియా (తెలంగాణా స్టేట్ ఇండస్ట్రియల్ డెవలప్‌మెంట్ అండ్ ఎంటర్‌ప్రెన్యూర్ అడ్వాన్స్‌మెంట్) కింద ప్రభుత్వం అందిస్తున్న పథకాల్లో కొన్ని ఈ విధంగా ఉన్నాయి. - రీక్ష్మ పరిశ్రమల జాబితాలో రూ.25 లక్షలలోపు పెట్టుబడి ఉన్న తయారీ పరిశ్రమల్ని చేర్చారు. వీటి కింద వంద శాతం స్టాంప్ డ్యూటీ, బదలాయింపు పన్ను (భూమి), స్థలం లీజుకు తీసుకున్నా రాయితీ కింద లభిస్తుంది. - పారిశ్రామిక వాడలు, కారిడార్లలో కొనుగోలు చేసిన భూమిపై 25 శాతం రాయితీని రూ.పది లక్షల లోపు చెల్లిస్తారు. 25 శాతం సొమ్మును భూ బదలాయింపు ఛార్జీల కింద రాయితీ ఉంటుంది. - స్థిర విద్యుత్తు ఛార్జీ కింద చెల్లించిన సొమ్ములో యూనిట్‌కు రూపాయి చొప్పున ఐదేళ్లపాటు సొమ్మును తిరిగి చెల్లిస్తారు. పెట్టుబడి రాయితీ కింద గరిష్ఠంగా 20 లక్షల పరిమితికి లోబడి 15 శాతం లభిస్తుంది. - పరిశ్రమలో ఉత్పత్తి మొదలైన తేదీ నుంచి ఐదేళ్లపాటు వంద శాతం రాష్ట్ర జీఎస్టీ నుంచి మినహాయింపు ఇస్తారు. మూల ధన సహాయం కింద కొనుగోలు చేసే యంత్రాలపై పది శాతం మినహాయింపు ఉంటుంది. - స్థానిక మానవ వనరుల నైపుణ్యాభివృద్ధికి ఇచ్చే శిక్షణపై ఒక్కో వ్యక్తిపై రూ.2000 చొప్పున వెచ్చించిన ఖర్చులో 50 శాతం తిరిగి చెల్లిస్తారు. నాణ్యత సర్టిఫికెట్, పేటెంట్ హక్కు కోసం వెచ్చించే సొమ్ములో 50 శాతం చొప్పున గరిష్ఠంగా రూ.రెండు లక్షల వరకు (25 శాతం) లభిస్తుంది. కష్టాల కడలి నుంచి విజయ తీరాలకు.. మంచిర్యాలలో ఇప్పుడామెది అందెవేసిన చేయి. ఒకప్పుడు ఏమీ తెలియని స్థితి నుంచి ఇప్పుడు అన్నీ తానై.. పరిశ్రమను ఒంటి చేత్తో నడిపిస్తోంది. పెళ్లైన అనంతరం భర్త మంచిర్యాలలో ఏర్పాటు చేసిన ఫర్నిచర్ దుకాణాన్ని నిర్వహించడం కోసం బెల్లంపల్లి నుంచి నిత్యం మంచిర్యాలకు రాకపోకలు సాగిస్తూ, చంటిపాపతో భర్తకు చేదోడువాదోడుగా ఉంటూ వచ్చిన అరుణ, కొంత కాలానికి మార్కెటింగ్ రంగంలో లోతుపాతుల్ని గమనించారు. తమ దుకాణంలో వినియోగదారుల అభిరుచులకు అనుగుణంగా కొత్త కొత్త వస్తువులను తేవడమే కాకుండా, అప్పట్లో అంతగా ప్రాచుర్యంలేని పరదాలను తెప్పించి మగువల మనస్సులను దోచుకున్నారు. ఆ తర్వాత గృహాల్లో వాడే ఇంటీరియర్స్, వివిధ సందర్భాల్లో ఇచ్చే బహుమతులను తెప్పించి అన్ని వర్గాల వినియోగదారులను ఆకర్షించడంలో సఫలమయ్యారు. <box>1156 150 1476 834</box>
suspend-column-2: తీసుకోవాలని లేని పక్షంలో పరీక్షల విధులు గాని, మూల్యాంకనం బహిష్కరించాలనే విషయాలపై ఆలోచన చేస్తున్నట్లు చెప్పారు. అంతకు ముందు ఉపాధ్యాయులు మాట్లాడుతూ ఏదో తప్పు చేశామని విచారణల పేరిట దోషులుగా చూస్తున్నారని పలువురు ఉపాధ్యాయులు తమ ఆవేదనను వ్యక్తం చేశారు. మూకుమ్మడిగా పరీక్షల విధులను బహిష్కరించేందుకు వెనుకాడబోమని హెచ్చరించారు. సమావేశంలో జిల్లా ప్రధాన కార్యదర్శి నారాయణగౌడ్, రాష్ట్ర కార్యదర్శి నారాయణ, మండల అధ్యక్షుడు తిమ్మారెడ్డి, ప్రధాన కార్యదర్శి భద్రప్ప, బాలలింగయ్య, టీటీ‌క్టార్ మండలాధ్యక్షుడు ఎం.లక్ష్మారెడ్డి, భాస్కర్, ఇస్మాయిల్, లక్ష్మయ్య పాల్గొన్నారు. <box>824 1644 1140 1832</box>
dateline: ఇల్లెందు జనంసాక్షి: <box>8 966 101 982</box>
paddy-column-4: ఎకరాల్లో ఉండగా కేవలం కొత్తవెంకటగిరిలోనే వెయ్యి ఎకరాల్లో సాగు చేస్తున్నట్లు అధికారులు పేర్కొంటున్నారు. ఇప్పుడిప్పుడే ఇతర మండలాల్లోనూ ఈపద్ధతి పెరుగుతుంది. నేరుగా వెదజల్లే పద్ధతితోపాటు డ్రమ్‌సీడర్ పద్ధతిని అక్కడక్కడా పాటిస్తున్నారు. డ్రమ్‌సీడర్ పద్ధతిలోనూ ఒకేసారి వరి విత్తనాలను వదిలాక నేరుగా సాగు చేసుకొనే పద్ధతినే ఉంది ఏటా పెరుగుతుంది: హేమంత్‌కుమార్, కేవీకే సమన్వయకర్త ఉభయ జిల్లాల్లో నేరుగా వెదజల్లడం, డ్రమ్‌సీడర్‌తో వరిసాగు చేసే విధానం ఏటా పెరుగుతోంది. ఈ విధానంలో రైతులకు కూలీల ఖర్చు తగ్గడంతో పాటు దిగుబడి కూడా పెరుగుతోంది. ఎక్కువ విస్తీర్ణంలో సాగు చేయడానికి రైతులు ముందుకు వస్తున్నారు. ఈ పద్ధతిని ప్రోత్సహిస్తున్నాం. రైతులు కూడా ఆసక్తి చూపుతున్నారు. గతేడాది కంటే ఈసారి సాగు విస్తీర్ణం పెరిగింది. కేవీకే శాస్త్రవేత్తలు, వ్యవసాయశాఖ సూచనలు పాటించి రైతులు లాభాలు పొందుతున్నారు. <box>1240 1056 1476 1435</box>
story-body <box>8 1753 477 2001</box>
story-headline: సౌర విద్యుత్తు కేంద్ర అధ్యయన బృందం పర్యటన <box>34 1447 451 1517</box>
logo-text: జనంసాక్షి <box>722 6 788 28</box>
facilities-headline: సౌకర్యాల కల్పన సమష్టి బాధ్యత <box>855 1868 1111 1893</box>
story-headline: ఎండలు తీవ్రమవుతున్నాయి.. జాగ్రత్త <box>42 1715 443 1750</box>
left-column <box>0 40 487 2295</box>
story-headline: సౌర విద్యుత్తు కేంద్ర అధ్యయన బృందం పర్యటన <box>34 892 451 962</box>
story-body <box>8 2181 477 2296</box>
story-body <box>8 1233 477 1443</box>
news-story <box>8 180 477 521</box>
news-story <box>1159 2046 1476 2418</box>
paddy-column-1 <box>497 1055 733 1545</box>
news-story <box>1159 1561 1476 1843</box>
center-area <box>487 40 1484 2418</box>
dateline: ఇల్లెందు గ్రామీణం(సింగరేణి), జనంసాక్షి: <box>8 1234 207 1250</box>
story-text: ప్రజా సమస్యలపై శాసనసభలో ప్రతిపక్ష పార్టీలకు సమాధానం చెప్పలేకనే ప్రభుత్వం అక్రమ మార్గాలు ఎంచుకుంటోందని టీపీసీసీ కార్యనిర్వాహక అధ్యక్షుడు, మధిర ఎమ్మెల్యే మల్లు భట్టి విక్రమార్క ఆరోపించారు. బుధవారం ఖమ్మం జిల్లా బోనకల్లులో ఏర్పాటు చేసిన విలేకర్ల సమావేశంలో ఆయన మాట్లాడారు. తెలంగాణ వస్తే మన ఉద్యోగాలు మనకు వస్తాయి, అదనంగా ఉద్యోగాలు వస్తాయని యువత ప్రాణాలను ఫణంగా పెట్టి రాష్ట్రాన్ని సాధించుకుంటే నాలుగేళ్లలో ఒక్క ఉద్యోగం ఇవ్వలేదన్నారు. ప్రభుత్వ లెక్కల ప్రకారమే 1.50 లక్షల ఉద్యోగాలు ఖాళీగా ఉన్నాయని, కొత్త రాష్ట్రం ఏర్పడటం వల్ల మరో లక్ష వస్తాయని ప్రభుత్వమే చెప్పిందన్నారు. కానీ నాలుగేళ్ల తరువాత పెట్టిన చివరి బడ్జెట్‌లో ఆ ఊసే లేదన్నారు. దీంతో నిరుద్యోగ యువత ఆశలు అడియాసలయ్యాయన్నారు. మరోవైపు రైతులు పండించిన పంటలకు మద్దతు ధర ఇవ్వకుండా చేశారని, ఈ డబ్బు అంతా ఏమైనట్లు అని ప్రశ్నించారు. 70 ఏళ్లలో కాని అప్పులు.. నాలుగేళ్లలో తెరాస ప్రభుత్వం చేసి జనంపై భారం మోపిందని చెప్పారు. వీటన్నింటిని ప్రశ్నిస్తామనే శాసనసభలో ప్రతిపక్ష పార్టీల ఎమ్మెల్యేలను సస్పెండ్ చేయడం, సభ్యత్వాలు రద్దు చేయడం వంటి అక్రమ మార్గాలకు పాల్పడుతున్నారని ఆరోపించారు. ఈ సమావేశంలో కాంగ్రెస్ మండల అధ్యక్షుడు గాలి దుర్గారావు, మండల నాయకులు పిల్లలమర్రి నాగేశ్వరరావు, కర్నాటి కోటి, పాల్గొన్నారు. <box>8 255 477 520</box>
feature-headline: పరిశ్రమిస్తూ... పరిక్రమిస్తూ <box>671 51 1391 137</box>
story-body <box>8 81 477 176</box>
